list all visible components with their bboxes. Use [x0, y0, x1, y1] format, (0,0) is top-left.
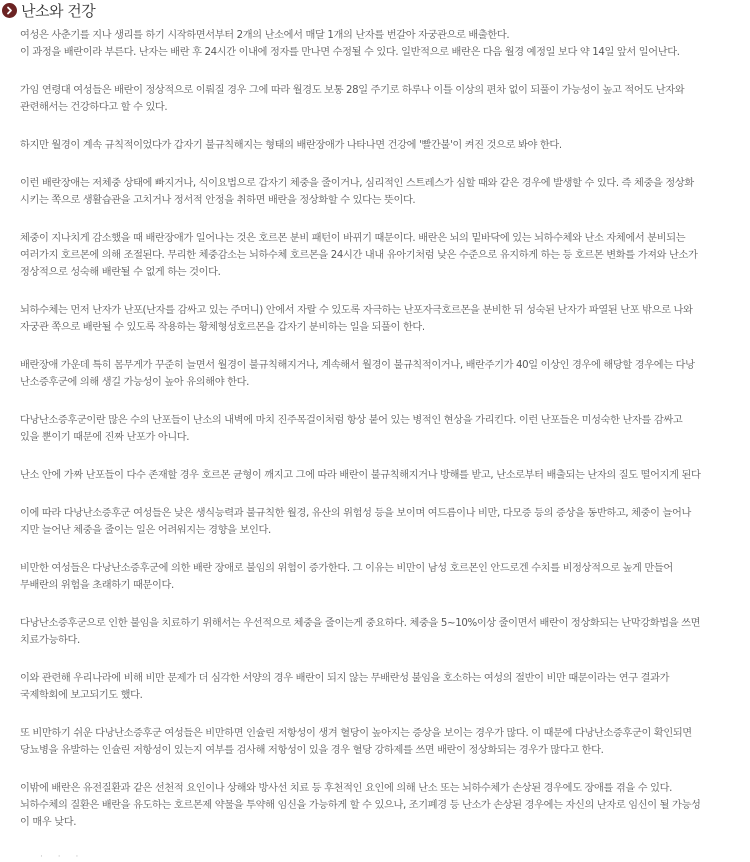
paragraph-line: 시키는 쪽으로 생활습관을 고치거나 정서적 안정을 취하면 배란을 정상화할 수 있다는 뜻이다.: [20, 195, 416, 206]
page-title: 난소와 건강: [21, 1, 96, 20]
paragraph: [20, 175, 750, 209]
paragraph-line: 국제학회에 보고되기도 했다.: [20, 690, 143, 701]
footer-decoration: · · ·: [40, 852, 85, 862]
paragraph-line: 이에 따라 다낭난소증후군 여성들은 낮은 생식능력과 불규칙한 월경, 유산의 위험성 등을 보이며 여드름이나 비만, 다모증 등의 증상을 동반하고, 체중이 늘어나: [20, 508, 691, 519]
paragraph: [20, 615, 750, 649]
paragraph: [20, 505, 750, 539]
paragraph-line: 난소증후군에 의해 생길 가능성이 높아 유의해야 한다.: [20, 377, 250, 388]
paragraph-line: 이밖에 배란은 유전질환과 같은 선천적 요인이나 상해와 방사선 치료 등 후천적인 요인에 의해 난소 또는 뇌하수체가 손상된 경우에도 장애를 겪을 수 있다.: [20, 783, 672, 794]
paragraph: [20, 560, 750, 594]
article-body: [20, 27, 750, 852]
paragraph: [20, 412, 750, 446]
paragraph-line: 관련해서는 건강하다고 할 수 있다.: [20, 102, 168, 113]
paragraph-line: 이 과정을 배란이라 부른다. 난자는 배란 후 24시간 이내에 정자를 만나면 수정될 수 있다. 일반적으로 배란은 다음 월경 예정일 보다 약 14일 앞서 일어난다.: [20, 47, 680, 58]
paragraph: [20, 780, 750, 831]
paragraph: [20, 137, 750, 154]
paragraph: [20, 467, 750, 484]
paragraph-line: 정상적으로 성숙해 배란될 수 없게 하는 것이다.: [20, 267, 221, 278]
paragraph: [20, 27, 750, 61]
section-header: [0, 0, 95, 20]
chevron-right-icon: [2, 3, 17, 18]
paragraph-line: 배란장애 가운데 특히 몸무게가 꾸준히 늘면서 월경이 불규칙해지거나, 계속해서 월경이 불규칙적이거나, 배란주기가 40일 이상인 경우에 해당할 경우에는 다낭: [20, 360, 695, 371]
paragraph-line: 또 비만하기 쉬운 다낭난소증후군 여성들은 비만하면 인슐린 저항성이 생겨 혈당이 높아지는 증상을 보이는 경우가 많다. 이 때문에 다낭난소증후군이 확인되면: [20, 728, 692, 739]
paragraph: [20, 725, 750, 759]
paragraph-line: 체중이 지나치게 감소했을 때 배란장애가 일어나는 것은 호르몬 분비 패턴이 바뀌기 때문이다. 배란은 뇌의 밑바닥에 있는 뇌하수체와 난소 자체에서 분비되는: [20, 233, 686, 244]
paragraph-line: 뇌하수체의 질환은 배란을 유도하는 호르몬제 약물을 투약해 임신을 가능하게 할 수 있으나, 조기폐경 등 난소가 손상된 경우에는 자신의 난자로 임신이 될 가능성: [20, 800, 701, 811]
paragraph: [20, 82, 750, 116]
paragraph-line: 이와 관련해 우리나라에 비해 비만 문제가 더 심각한 서양의 경우 배란이 되지 않는 무배란성 불임을 호소하는 여성의 절반이 비만 때문이라는 연구 결과가: [20, 673, 670, 684]
paragraph-line: 다낭난소증후군으로 인한 불임을 치료하기 위해서는 우선적으로 체중을 줄이는게 중요하다. 체중을 5~10%이상 줄이면서 배란이 정상화되는 난막강화법을 쓰면: [20, 618, 701, 629]
paragraph-line: 치료가능하다.: [20, 635, 80, 646]
paragraph-line: 뇌하수체는 먼저 난자가 난포(난자를 감싸고 있는 주머니) 안에서 자랄 수 있도록 자극하는 난포자극호르몬을 분비한 뒤 성숙된 난자가 파열된 난포 밖으로 나와: [20, 305, 693, 316]
paragraph-line: 다낭난소증후군이란 많은 수의 난포들이 난소의 내벽에 마치 진주목걸이처럼 항상 붙어 있는 병적인 현상을 가리킨다. 이런 난포들은 미성숙한 난자를 감싸고: [20, 415, 683, 426]
paragraph-line: 난소 안에 가짜 난포들이 다수 존재할 경우 호르몬 균형이 깨지고 그에 따라 배란이 불규칙해지거나 방해를 받고, 난소로부터 배출되는 난자의 질도 떨어지게 된다: [20, 470, 701, 481]
paragraph-line: 이런 배란장애는 저체중 상태에 빠지거나, 식이요법으로 갑자기 체중을 줄이거나, 심리적인 스트레스가 심할 때와 같은 경우에 발생할 수 있다. 즉 체중을 정상화: [20, 178, 694, 189]
paragraph-line: 자궁관 쪽으로 배란될 수 있도록 작용하는 황체형성호르몬을 갑자기 분비하는 일을 되풀이 한다.: [20, 322, 425, 333]
paragraph-line: 비만한 여성들은 다낭난소증후군에 의한 배란 장애로 불임의 위험이 증가한다. 그 이유는 비만이 남성 호르몬인 안드로겐 수치를 비정상적으로 높게 만들어: [20, 563, 673, 574]
paragraph: [20, 302, 750, 336]
paragraph: [20, 357, 750, 391]
paragraph-line: 있을 뿐이기 때문에 진짜 난포가 아니다.: [20, 432, 190, 443]
paragraph-line: 하지만 월경이 계속 규칙적이었다가 갑자기 불규칙해지는 형태의 배란장애가 나타나면 건강에 '빨간불'이 켜진 것으로 봐야 한다.: [20, 140, 562, 151]
paragraph-line: 지만 늘어난 체중을 줄이는 일은 어려워지는 경향을 보인다.: [20, 525, 271, 536]
paragraph: [20, 670, 750, 704]
paragraph-line: 가임 연령대 여성들은 배란이 정상적으로 이뤄질 경우 그에 따라 월경도 보통 28일 주기로 하루나 이틀 이상의 편차 없이 되풀이 가능성이 높고 적어도 난자와: [20, 85, 685, 96]
paragraph-line: 무배란의 위험을 초래하기 때문이다.: [20, 580, 174, 591]
paragraph-line: 여러가지 호르몬에 의해 조절된다. 무리한 체중감소는 뇌하수체 호르몬을 24시간 내내 유아기처럼 낮은 수준으로 유지하게 하는 등 호르몬 변화를 가져와 난소가: [20, 250, 698, 261]
paragraph-line: 당뇨병을 유발하는 인슐린 저항성이 있는지 여부를 검사해 저항성이 있을 경우 혈당 강하제를 쓰면 배란이 정상화되는 경우가 많다고 한다.: [20, 745, 604, 756]
paragraph: [20, 230, 750, 281]
paragraph-line: 이 매우 낮다.: [20, 817, 77, 828]
paragraph-line: 여성은 사춘기를 지나 생리를 하기 시작하면서부터 2개의 난소에서 매달 1개의 난자를 번갈아 자궁관으로 배출한다.: [20, 30, 510, 41]
